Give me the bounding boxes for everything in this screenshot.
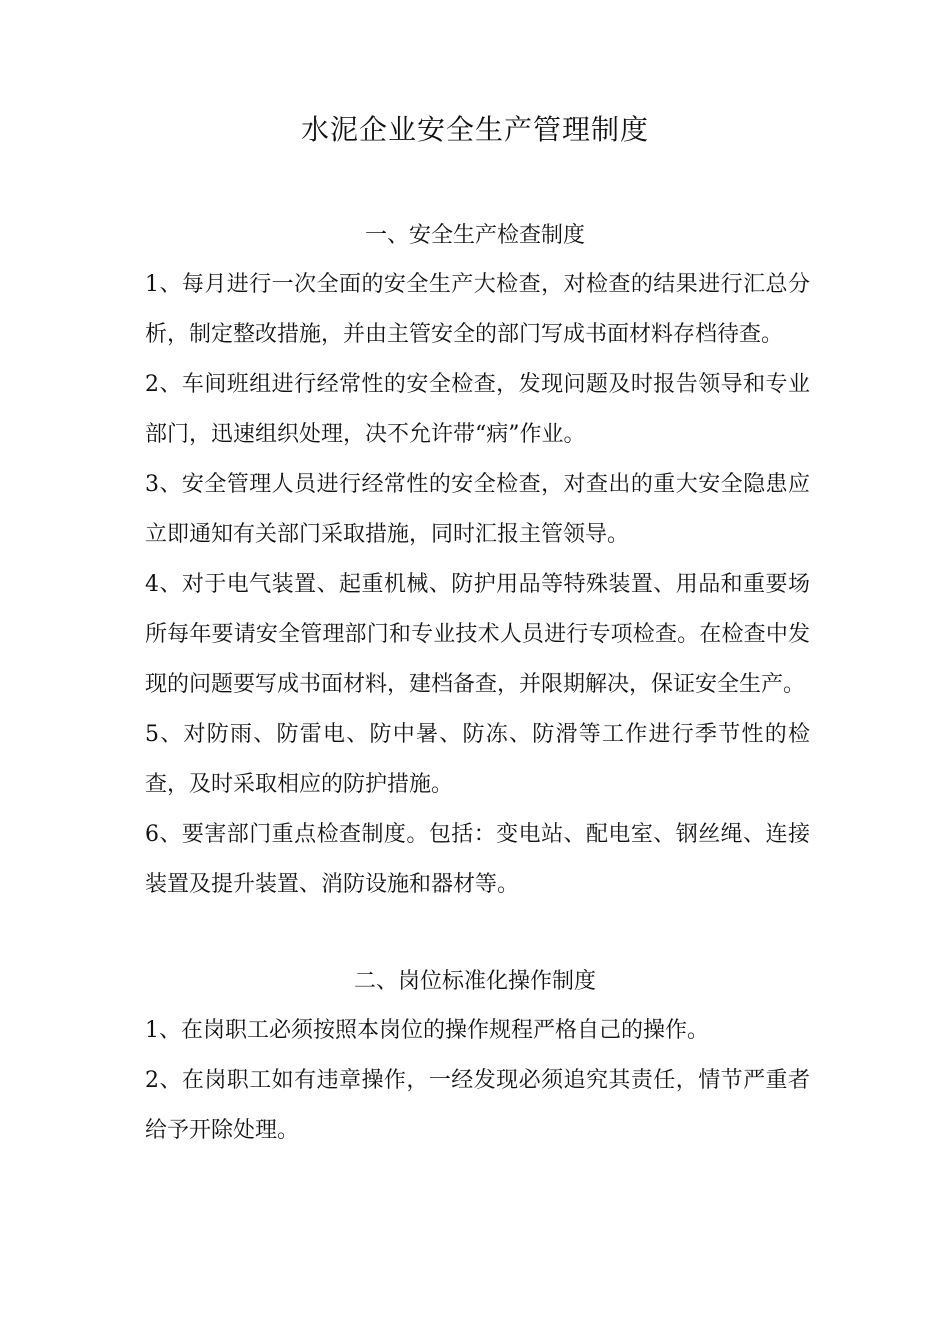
inspection-item-5: 5、对防雨、防雷电、防中暑、防冻、防滑等工作进行季节性的检查，及时采取相应的防护措施。 [145, 722, 810, 797]
inspection-item-3: 3、安全管理人员进行经常性的安全检查，对查出的重大安全隐患应立即通知有关部门采取措施，同时汇报主管领导。 [145, 472, 810, 547]
inspection-item-2: 2、车间班组进行经常性的安全检查，发现问题及时报告领导和专业部门，迅速组织处理，决不允许带“病”作业。 [145, 372, 810, 447]
inspection-item-6: 6、要害部门重点检查制度。包括：变电站、配电室、钢丝绳、连接装置及提升装置、消防设施和器材等。 [145, 822, 810, 897]
section-heading-standard-operation: 二、岗位标准化操作制度 [353, 969, 596, 994]
section-heading-inspection: 一、安全生产检查制度 [364, 223, 585, 248]
operation-item-2: 2、在岗职工如有违章操作，一经发现必须追究其责任，情节严重者给予开除处理。 [145, 1068, 810, 1143]
operation-item-1: 1、在岗职工必须按照本岗位的操作规程严格自己的操作。 [145, 1018, 709, 1043]
inspection-item-4: 4、对于电气装置、起重机械、防护用品等特殊装置、用品和重要场所每年要请安全管理部门和专业技术人员进行专项检查。在检查中发现的问题要写成书面材料，建档备查，并限期解决，保证安全生产。 [145, 572, 810, 697]
document-title: 水泥企业安全生产管理制度 [300, 113, 649, 146]
inspection-item-1: 1、每月进行一次全面的安全生产大检查，对检查的结果进行汇总分析，制定整改措施，并由主管安全的部门写成书面材料存档待查。 [145, 272, 810, 347]
